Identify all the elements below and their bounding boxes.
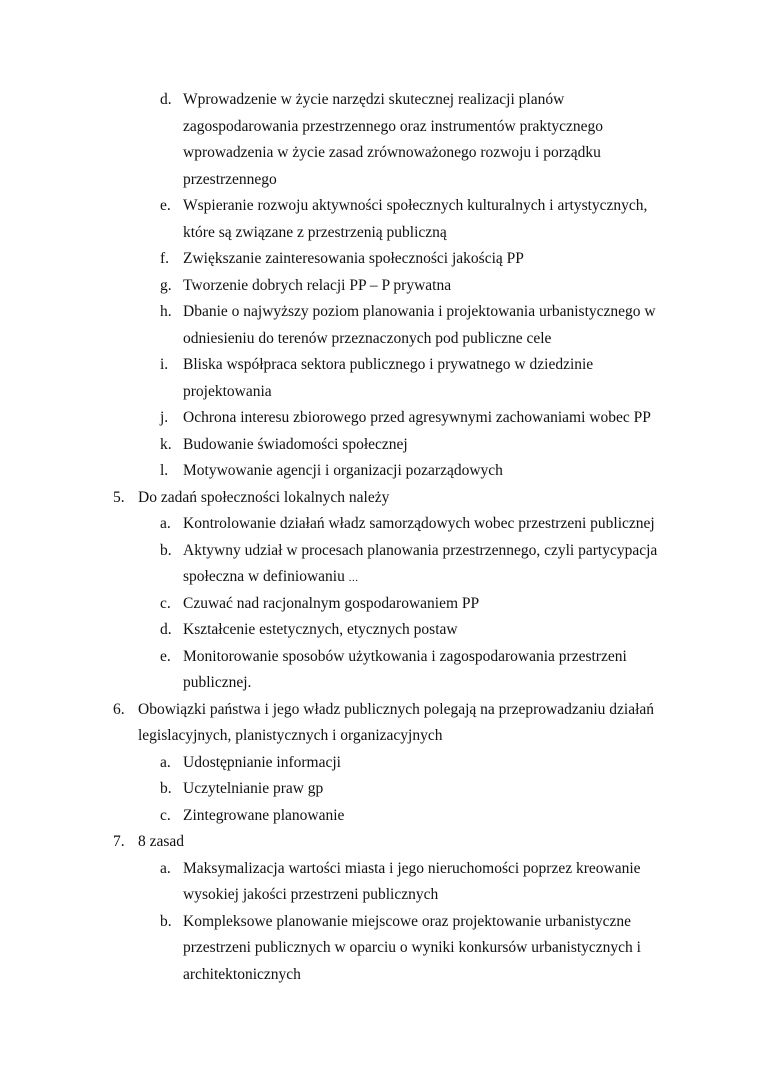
- list-item-text: wprowadzenia w życie zasad zrównoważonego rozwoju i porządku: [183, 144, 601, 161]
- list-item-text: Tworzenie dobrych relacji PP – P prywatna: [183, 276, 452, 294]
- list-number: 6.: [113, 700, 125, 718]
- list-marker: e.: [160, 647, 171, 665]
- list-marker: g.: [160, 276, 172, 294]
- list-item-text: Aktywny udział w procesach planowania przestrzennego, czyli partycypacja: [183, 541, 658, 559]
- list-item-text: przestrzeni publicznych w oparciu o wyniki konkursów urbanistycznych i: [183, 939, 641, 956]
- list-item-text-with-ellipsis: [183, 564, 358, 591]
- list-marker: d.: [160, 91, 172, 108]
- list-marker: a.: [160, 859, 171, 877]
- list-item-text: Czuwać nad racjonalnym gospodarowaniem PP: [183, 594, 480, 612]
- list-item-text: Zintegrowane planowanie: [183, 806, 345, 824]
- list-marker: f.: [160, 250, 170, 267]
- list-item-text: 8 zasad: [138, 833, 185, 850]
- list-item-text: Zwiększanie zainteresowania społeczności jakością PP: [183, 250, 524, 267]
- list-marker: l.: [160, 462, 169, 479]
- list-item-text: Wprowadzenie w życie narzędzi skutecznej realizacji planów: [183, 91, 565, 108]
- list-number: 7.: [113, 833, 125, 850]
- list-item-text: Kompleksowe planowanie miejscowe oraz projektowanie urbanistyczne: [183, 912, 632, 930]
- list-item-text: Udostępnianie informacji: [183, 753, 341, 771]
- list-marker: e.: [160, 197, 171, 214]
- list-item-text: Bliska współpraca sektora publicznego i prywatnego w dziedzinie: [183, 356, 594, 373]
- list-marker: h.: [160, 303, 172, 320]
- list-item-text: projektowania: [183, 382, 272, 400]
- list-marker: a.: [160, 753, 171, 771]
- list-marker: a.: [160, 515, 171, 532]
- list-item-text: Obowiązki państwa i jego władz publicznych polegają na przeprowadzaniu działań: [138, 700, 655, 718]
- list-item-text: zagospodarowania przestrzennego oraz instrumentów praktycznego: [183, 117, 604, 135]
- list-item-text: Uczytelnianie praw gp: [183, 780, 324, 797]
- list-item-text: odniesieniu do terenów przeznaczonych pod publiczne cele: [183, 329, 552, 347]
- list-marker: b.: [160, 780, 172, 797]
- list-item-text: Ochrona interesu zbiorowego przed agresywnymi zachowaniami wobec PP: [183, 409, 651, 426]
- list-item-text: Monitorowanie sposobów użytkowania i zagospodarowania przestrzeni: [183, 647, 627, 665]
- list-marker: i.: [160, 356, 169, 373]
- list-marker: b.: [160, 541, 172, 559]
- list-number: 5.: [113, 488, 125, 506]
- list-item-text: Wspieranie rozwoju aktywności społecznych kulturalnych i artystycznych,: [183, 197, 648, 214]
- list-item-text: Budowanie świadomości społecznej: [183, 435, 408, 453]
- list-marker: c.: [160, 806, 171, 824]
- list-item-text: Dbanie o najwyższy poziom planowania i projektowania urbanistycznego w: [183, 303, 656, 320]
- list-marker: c.: [160, 594, 171, 612]
- list-item-text: Motywowanie agencji i organizacji pozarządowych: [183, 462, 503, 479]
- list-item-text: wysokiej jakości przestrzeni publicznych: [183, 886, 439, 903]
- ellipsis: ...: [348, 572, 359, 584]
- list-item-text: publicznej.: [183, 674, 252, 691]
- list-marker: d.: [160, 621, 172, 638]
- list-item-text: społeczna w definiowaniu: [183, 568, 345, 585]
- list-item-text: przestrzennego: [183, 170, 277, 188]
- list-item-text: które są związane z przestrzenią publiczną: [183, 223, 447, 241]
- list-item-text: Kontrolowanie działań władz samorządowych wobec przestrzeni publicznej: [183, 515, 655, 532]
- list-marker: k.: [160, 435, 172, 453]
- list-item-text: Maksymalizacja wartości miasta i jego nieruchomości poprzez kreowanie: [183, 859, 641, 877]
- list-marker: b.: [160, 912, 172, 930]
- list-item-text: legislacyjnych, planistycznych i organizacyjnych: [138, 727, 443, 744]
- list-marker: j.: [160, 409, 169, 426]
- list-item-text: Kształcenie estetycznych, etycznych postaw: [183, 621, 458, 638]
- list-item-text: architektonicznych: [183, 965, 301, 983]
- list-item-text: Do zadań społeczności lokalnych należy: [138, 488, 390, 506]
